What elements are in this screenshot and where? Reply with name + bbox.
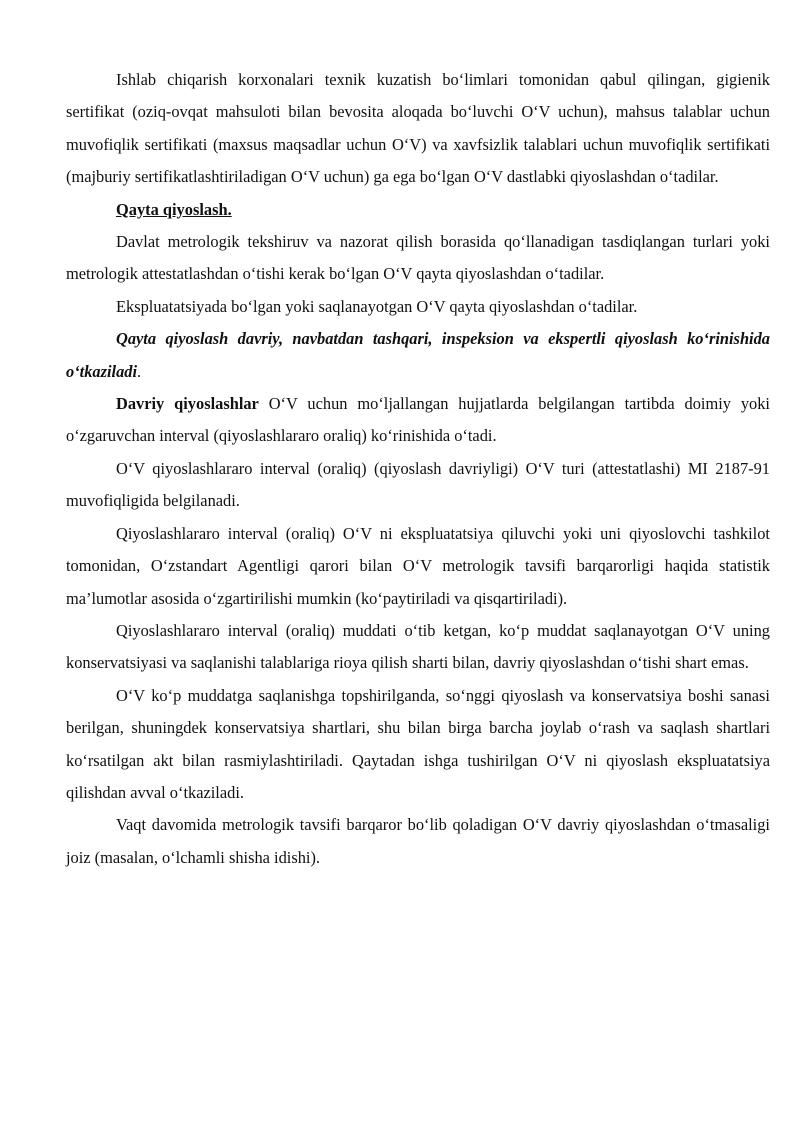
- paragraph-stable-instruments: Vaqt davomida metrologik tavsifi barqaror bo‘lib qoladigan O‘V davriy qiyoslashdan o‘tmasaligi joiz (masalan, o‘lchamli shisha idishi).: [66, 815, 770, 867]
- paragraph-in-operation: Ekspluatatsiyada bo‘lgan yoki saqlanayotgan O‘V qayta qiyoslashdan o‘tadilar.: [116, 296, 638, 316]
- paragraph-reverification-scope: Davlat metrologik tekshiruv va nazorat qilish borasida qo‘llanadigan tasdiqlangan turlari yoki metrologik attestatlashdan o‘tishi kerak bo‘lgan O‘V qayta qiyoslashdan o‘tadilar.: [66, 232, 770, 284]
- paragraph-long-storage: O‘V ko‘p muddatga saqlanishga topshirilganda, so‘nggi qiyoslash va konservatsiya boshi sanasi berilgan, shuningdek konservatsiya shartlari, shu bilan birga barcha joylab o‘rash va saqlash shartlari ko‘rsatilgan akt bilan rasmiylashtiriladi. Qaytadan ishga tushirilgan O‘V ni qiyoslash ekspluatatsiya qilishdan avval o‘tkaziladi.: [66, 685, 770, 802]
- document-page: [66, 64, 770, 874]
- paragraph-interval-change: Qiyoslashlararo interval (oraliq) O‘V ni ekspluatatsiya qiluvchi yoki uni qiyoslovchi tashkilot tomonidan, O‘zstandart Agentligi qarori bilan O‘V metrologik tavsifi barqarorligi haqida statistik ma’lumotlar asosida o‘zgartirilishi mumkin (ko‘paytiriladi va qisqartiriladi).: [66, 523, 770, 608]
- paragraph-reverification-types: [66, 323, 770, 388]
- paragraph-interval-standard: O‘V qiyoslashlararo interval (oraliq) (qiyoslash davriyligi) O‘V turi (attestatlashi) MI 2187-91 muvofiqligida belgilanadi.: [66, 458, 770, 511]
- paragraph-initial-verification: Ishlab chiqarish korxonalari texnik kuzatish bo‘limlari tomonidan qabul qilingan, gigienik sertifikat (oziq-ovqat mahsuloti bilan bevosita aloqada bo‘luvchi O‘V uchun), mahsus talablar uchun muvofiqlik sertifikati (maxsus maqsadlar uchun O‘V) va xavfsizlik talablari uchun muvofiqlik sertifikati (majburiy sertifikatlashtiriladigan O‘V uchun) ga ega bo‘lgan O‘V dastlabki qiyoslashdan o‘tadilar.: [66, 70, 770, 187]
- paragraph-expired-interval: Qiyoslashlararo interval (oraliq) muddati o‘tib ketgan, ko‘p muddat saqlanayotgan O‘V uning konservatsiyasi va saqlanishi talablariga rioya qilish sharti bilan, davriy qiyoslashdan o‘tishi shart emas.: [66, 620, 770, 673]
- section-heading-reverification: Qayta qiyoslash.: [116, 199, 232, 219]
- paragraph-periodic-verification: [66, 388, 770, 453]
- bold-term-periodic: Davriy qiyoslashlar: [116, 394, 259, 414]
- paragraph-end-period: .: [137, 361, 142, 381]
- paragraph-periodic-text: O‘V uchun mo‘ljallangan hujjatlarda belgilangan tartibda doimiy yoki o‘zgaruvchan interval (qiyoslashlararo oraliq) ko‘rinishida o‘tadi.: [66, 394, 770, 446]
- emphasis-reverification-types: Qayta qiyoslash davriy, navbatdan tashqari, inspeksion va ekspertli qiyoslash ko‘rinishida o‘tkaziladi: [66, 329, 770, 381]
